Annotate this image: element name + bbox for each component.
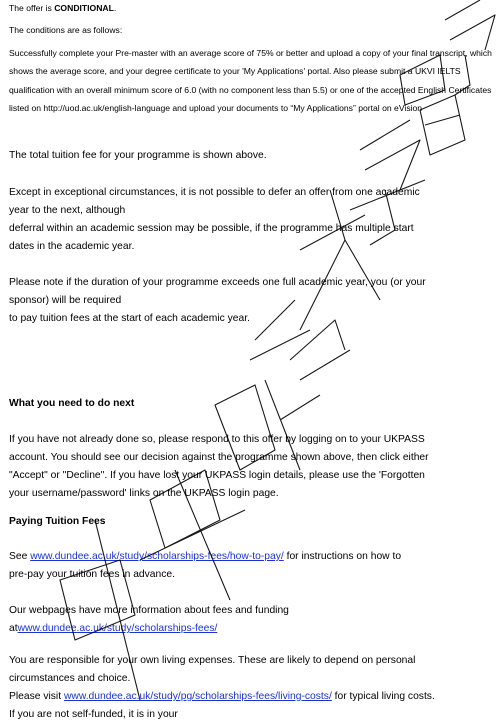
visit-prefix: Please visit [9,691,64,702]
living-costs-link[interactable]: www.dundee.ac.uk/study/pg/scholarships-fees/living-costs/ [63,691,332,702]
fees-link-prefix: at [9,623,18,634]
duration-line: Please note if the duration of your programme exceeds one full academic year, you (or your [9,277,426,288]
total-fee-line: The total tuition fee for your programme is shown above. [9,150,267,161]
see-suffix: for instructions on how to [283,551,402,562]
next-steps-heading [9,396,134,412]
defer-line: year to the next, although [9,205,126,216]
paying-heading-text: Paying Tuition Fees [9,516,106,527]
scholarships-fees-link[interactable]: www.dundee.ac.uk/study/scholarships-fees/ [17,623,218,634]
duration-line: to pay tuition fees at the start of each academic year. [9,313,250,324]
offer-prefix: The offer is [9,3,55,13]
defer-line: Except in exceptional circumstances, it is not possible to defer an offer from one academic [9,187,420,198]
defer-line: dates in the academic year. [9,241,135,252]
defer-line: deferral within an academic session may be possible, if the programme has multiple start [9,223,414,234]
see-line [9,549,401,565]
webpages-line: Our webpages have more information about fees and funding [9,605,289,616]
offer-status: CONDITIONAL [54,3,114,13]
next-steps-line: account. You should see our decision against the programme shown above, then click either [9,452,429,463]
fees-link-line [9,621,217,637]
conditions-text: Successfully complete your Pre-master with an average score of 75% or better and upload a copy of your final transcript, which shows the average score, and your degree certificate to your 'My Applications' portal. Also please submit a UKVI IELTS qualification with an overall minimum score of 6.0 (with no component less than 5.5) or one of the accepted English Certificates listed on http://uod.ac.uk/english-language and upload your documents to “My Applications” portal on eVision [9,48,492,113]
next-steps-line: your username/password' links on the UKPASS login page. [9,488,279,499]
living-line: circumstances and choice. [9,673,131,684]
offer-suffix: . [113,3,117,13]
conditions-heading: The conditions are as follows: [9,25,123,35]
visit-line [9,689,435,705]
next-steps-heading-text: What you need to do next [9,398,135,409]
how-to-pay-link[interactable]: www.dundee.ac.uk/study/scholarships-fees/how-to-pay/ [30,551,284,562]
self-funded-line: If you are not self-funded, it is in your [9,709,178,720]
see-line-2: pre-pay your tuition fees in advance. [9,569,175,580]
living-line: You are responsible for your own living expenses. These are likely to depend on personal [9,655,416,666]
see-prefix: See [9,551,31,562]
offer-status-line [9,1,116,16]
visit-suffix: for typical living costs. [331,691,435,702]
paying-heading [9,514,106,530]
next-steps-line: If you have not already done so, please respond to this offer by logging on to your UKPASS [9,434,425,445]
duration-line: sponsor) will be required [9,295,122,306]
next-steps-line: "Accept" or "Decline". If you have lost your UKPASS login details, please use the 'Forgotten [9,470,425,481]
